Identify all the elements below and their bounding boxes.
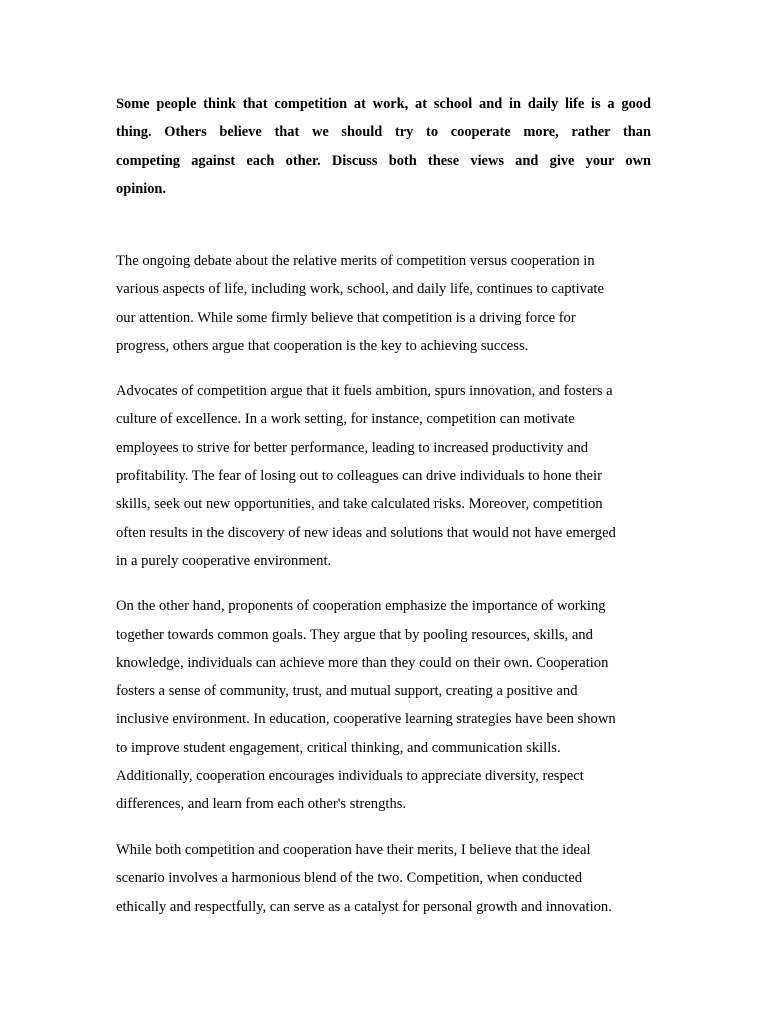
prompt-line: opinion. bbox=[116, 181, 166, 197]
paragraph-line: employees to strive for better performance, leading to increased productivity and bbox=[116, 440, 589, 456]
paragraph-line: inclusive environment. In education, cooperative learning strategies have been shown bbox=[116, 711, 616, 727]
paragraph-line: On the other hand, proponents of cooperation emphasize the importance of working bbox=[116, 598, 606, 614]
paragraph-line: While both competition and cooperation have their merits, I believe that the ideal bbox=[116, 842, 591, 858]
paragraph-line: profitability. The fear of losing out to colleagues can drive individuals to hone their bbox=[116, 468, 602, 484]
paragraph-line: our attention. While some firmly believe that competition is a driving force for bbox=[116, 310, 576, 326]
paragraph-line: to improve student engagement, critical thinking, and communication skills. bbox=[116, 740, 561, 756]
prompt-line: competing against each other. Discuss both these views and give your own bbox=[116, 153, 651, 169]
paragraph-line: ethically and respectfully, can serve as a catalyst for personal growth and innovation. bbox=[116, 899, 612, 915]
prompt-line: Some people think that competition at work, at school and in daily life is a good bbox=[116, 96, 651, 112]
paragraph-line: Additionally, cooperation encourages individuals to appreciate diversity, respect bbox=[116, 768, 584, 784]
paragraph-line: progress, others argue that cooperation is the key to achieving success. bbox=[116, 338, 529, 354]
paragraph-line: often results in the discovery of new ideas and solutions that would not have emerged bbox=[116, 525, 616, 541]
paragraph-line: knowledge, individuals can achieve more than they could on their own. Cooperation bbox=[116, 655, 609, 671]
prompt-line: thing. Others believe that we should try to cooperate more, rather than bbox=[116, 124, 651, 140]
paragraph-line: culture of excellence. In a work setting, for instance, competition can motivate bbox=[116, 411, 575, 427]
paragraph-line: skills, seek out new opportunities, and take calculated risks. Moreover, competition bbox=[116, 496, 603, 512]
paragraph-line: together towards common goals. They argue that by pooling resources, skills, and bbox=[116, 627, 593, 643]
paragraph-line: The ongoing debate about the relative merits of competition versus cooperation in bbox=[116, 253, 595, 269]
paragraph-line: fosters a sense of community, trust, and mutual support, creating a positive and bbox=[116, 683, 578, 699]
paragraph-line: in a purely cooperative environment. bbox=[116, 553, 332, 569]
paragraph-line: various aspects of life, including work, school, and daily life, continues to captivate bbox=[116, 281, 604, 297]
paragraph-line: differences, and learn from each other's strengths. bbox=[116, 796, 407, 812]
paragraph-line: Advocates of competition argue that it fuels ambition, spurs innovation, and fosters a bbox=[116, 383, 613, 399]
paragraph-line: scenario involves a harmonious blend of the two. Competition, when conducted bbox=[116, 870, 583, 886]
